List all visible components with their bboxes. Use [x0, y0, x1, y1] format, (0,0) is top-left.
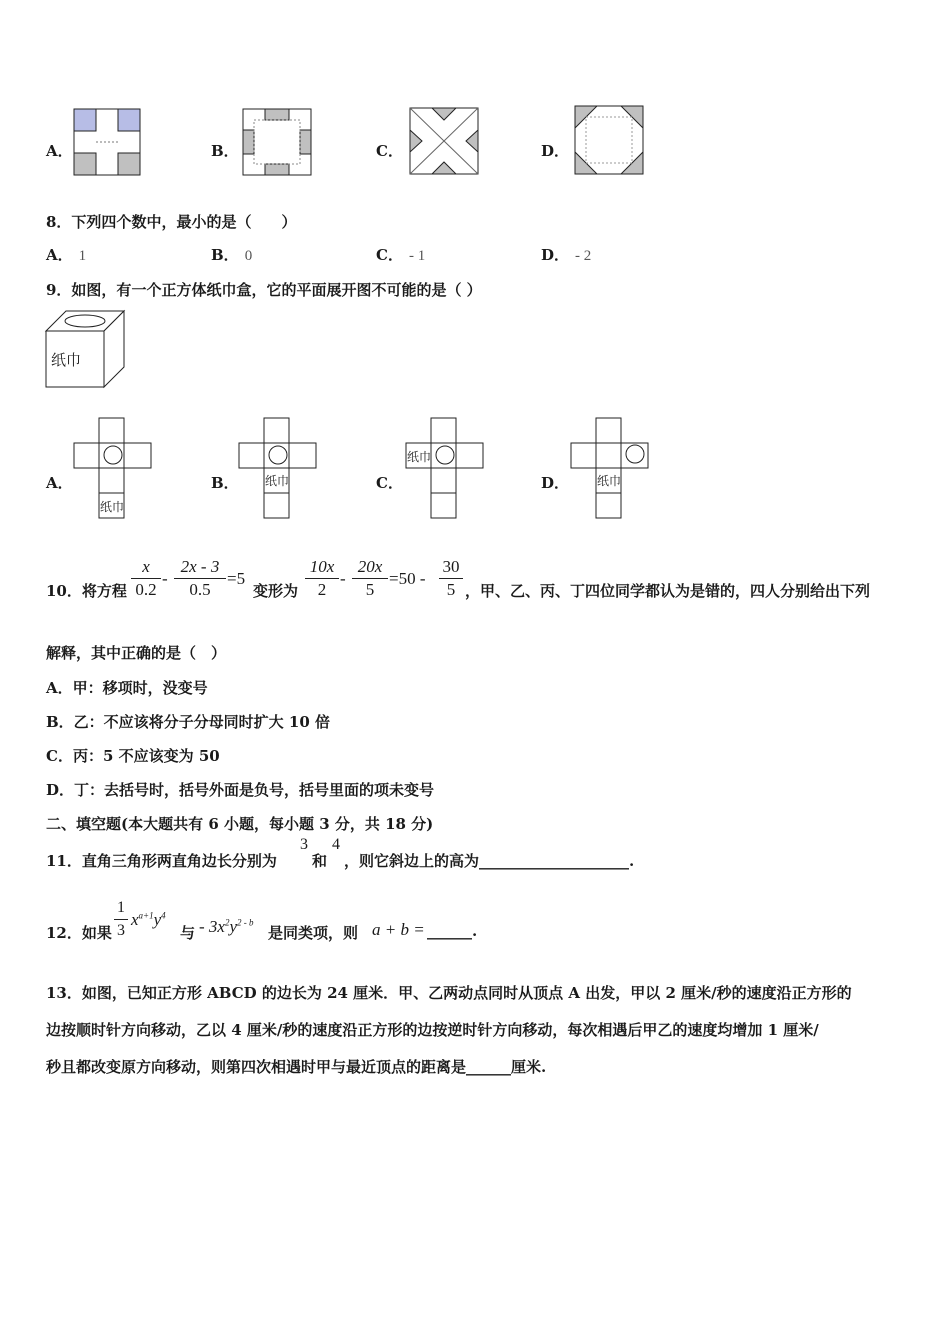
q7-option-c-label[interactable]: C．: [376, 142, 403, 160]
q9-net-c: [405, 417, 485, 520]
q10-eq2-frac3: 30 5: [439, 557, 463, 600]
q12-mid2: 是同类项，则: [268, 924, 359, 942]
q7-figure-c: [408, 106, 480, 176]
q12-term1: $x^{a+1}y^4$: [131, 910, 166, 929]
tissue-box-figure: [44, 309, 128, 391]
q10-eq1-rhs: =5: [227, 569, 246, 588]
q8-option-c[interactable]: C． - 1: [376, 246, 426, 264]
svg-text:纸巾: 纸巾: [407, 450, 432, 464]
svg-text:纸巾: 纸巾: [100, 500, 125, 514]
q9-stem: 9．如图，有一个正方体纸巾盒，它的平面展开图不可能的是（ ）: [46, 281, 482, 299]
q9-option-d-label[interactable]: D．: [541, 474, 570, 492]
q11-a: 3: [300, 836, 308, 853]
q8-option-a[interactable]: A． 1: [46, 246, 87, 264]
q10-prefix: 10．将方程: [46, 582, 127, 600]
q7-option-b-label[interactable]: B．: [211, 142, 239, 160]
q9-net-d: [570, 417, 650, 520]
q10-option-b[interactable]: B．乙：不应该将分子分母同时扩大 10 倍: [46, 713, 330, 731]
q12-term2: - $3x^2y^{2 - b}$: [199, 917, 254, 936]
q13-line-2: 边按顺时针方向移动，乙以 4 厘米/秒的速度沿正方形的边按逆时针方向移动，每次相遇后甲乙的速度均增加 1 厘米/: [46, 1021, 819, 1039]
svg-text:纸巾: 纸巾: [265, 474, 290, 488]
q10-eq1-frac1: x 0.2: [131, 557, 161, 600]
q10-option-a[interactable]: A．甲：移项时，没变号: [46, 679, 208, 697]
q7-figure-a: [73, 108, 143, 178]
q11-b: 4: [332, 836, 340, 853]
q7-figure-d: [573, 104, 645, 176]
q10-line2: 解释，其中正确的是（ ）: [46, 644, 227, 662]
tissue-box-label: 纸巾: [51, 351, 82, 369]
q10-suffix: ，甲、乙、丙、丁四位同学都认为是错的，四人分别给出下列: [465, 582, 871, 600]
svg-text:纸巾: 纸巾: [597, 474, 622, 488]
q10-eq2-rhs: =50 -: [389, 569, 426, 588]
q8-option-b[interactable]: B． 0: [211, 246, 253, 264]
q9-option-c-label[interactable]: C．: [376, 474, 403, 492]
q10-eq2-minus: -: [340, 569, 346, 588]
q7-figure-b: [241, 107, 313, 177]
q9-option-b-label[interactable]: B．: [211, 474, 239, 492]
q10-option-d[interactable]: D．丁：去括号时，括号外面是负号，括号里面的项未变号: [46, 781, 435, 799]
q10-option-c[interactable]: C．丙：5 不应该变为 50: [46, 747, 220, 765]
section-2-heading: 二、填空题(本大题共有 6 小题，每小题 3 分，共 18 分): [46, 815, 434, 833]
q10-eq2-frac2: 20x 5: [352, 557, 388, 600]
q10-eq2-frac1: 10x 2: [305, 557, 339, 600]
q12-fraction: 1 3: [114, 898, 128, 941]
q9-net-b: [238, 417, 318, 520]
q12-expr: a + b =: [372, 920, 425, 939]
q13-line-3: 秒且都改变原方向移动，则第四次相遇时甲与最近顶点的距离是______厘米.: [46, 1058, 547, 1076]
q11-suffix: ，则它斜边上的高为____________________.: [344, 852, 635, 870]
q9-net-a: [73, 417, 153, 520]
q11-and: 和: [312, 852, 328, 870]
q12-suffix: ______.: [427, 922, 478, 940]
q12-prefix: 12．如果: [46, 924, 112, 942]
q8-stem: 8．下列四个数中，最小的是（ ）: [46, 213, 297, 231]
q11-prefix: 11．直角三角形两直角边长分别为: [46, 852, 277, 870]
q10-eq1-frac2: 2x - 3 0.5: [174, 557, 226, 600]
q10-mid: 变形为: [253, 582, 299, 600]
q10-eq1-minus: -: [162, 569, 168, 588]
q7-option-a-label[interactable]: A．: [46, 142, 73, 160]
q9-option-a-label[interactable]: A．: [46, 474, 73, 492]
q8-option-d[interactable]: D． - 2: [541, 246, 592, 264]
q13-line-1: 13．如图，已知正方形 ABCD 的边长为 24 厘米．甲、乙两动点同时从顶点 A 出发，甲以 2 厘米/秒的速度沿正方形的: [46, 984, 852, 1002]
q7-option-d-label[interactable]: D．: [541, 142, 570, 160]
q12-mid: 与: [180, 924, 196, 942]
